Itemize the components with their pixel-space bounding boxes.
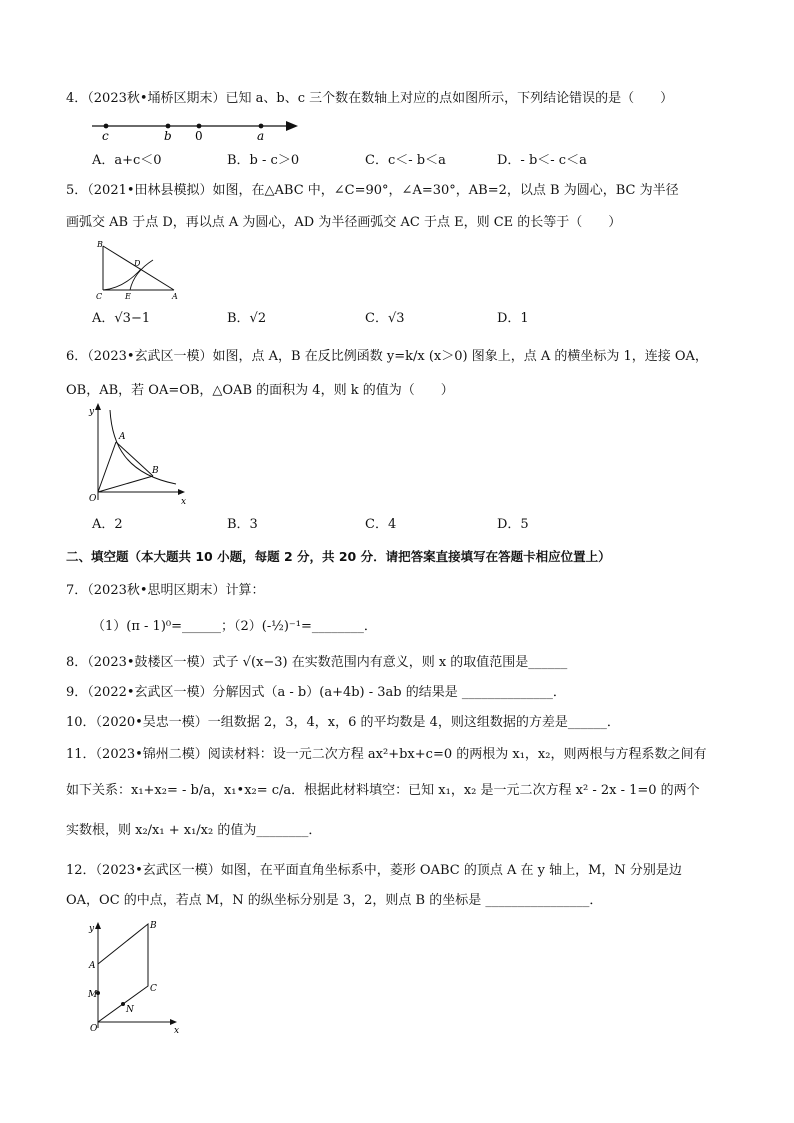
- q5-line2: 画弧交 AB 于点 D，再以点 A 为圆心，AD 为半径画弧交 AC 于点 E，则 CE 的长等于（ ）: [66, 215, 622, 230]
- point-N: [121, 1002, 125, 1006]
- q6-option-a[interactable]: A．2: [92, 517, 123, 532]
- q11-line3: 实数根，则 x₂/x₁ + x₁/x₂ 的值为________．: [66, 823, 322, 838]
- label-O: O: [90, 1024, 98, 1034]
- q4-option-b[interactable]: B．b - c＞0: [227, 153, 300, 168]
- q9: 9．（2022•玄武区一模）分解因式（a - b）(a+4b) - 3ab 的结果是 ______________．: [66, 685, 566, 700]
- label-C: C: [96, 292, 103, 301]
- label-E: E: [125, 292, 131, 301]
- q5-option-a[interactable]: A．√3−1: [92, 311, 151, 326]
- q11-line1: 11．（2023•锦州二模）阅读材料：设一元二次方程 ax²+bx+c=0 的两根为 x₁，x₂，则两根与方程系数之间有: [66, 747, 707, 762]
- q5-option-c[interactable]: C．√3: [365, 311, 405, 326]
- label-b: b: [164, 129, 172, 143]
- q6-options: [92, 516, 732, 534]
- label-a: a: [257, 129, 265, 143]
- q6-option-c[interactable]: C．4: [365, 517, 397, 532]
- label-y: y: [89, 924, 95, 934]
- point-0: [197, 124, 202, 129]
- label-B: B: [150, 921, 157, 931]
- q4-stem: 4．（2023秋•埇桥区期末）已知 a、b、c 三个数在数轴上对应的点如图所示，下列结论错误的是（ ）: [66, 91, 674, 106]
- q6-line1: 6．（2023•玄武区一模）如图，点 A，B 在反比例函数 y=k/x (x＞0) 图象上，点 A 的横坐标为 1，连接 OA，: [66, 349, 708, 364]
- q11-line2: 如下关系：x₁+x₂= - b/a，x₁•x₂= c/a．根据此材料填空：已知 x₁，x₂ 是一元二次方程 x² - 2x - 1=0 的两个: [66, 783, 700, 798]
- q5-options: [92, 310, 732, 328]
- label-x: x: [181, 497, 187, 507]
- q4-option-a[interactable]: A．a+c＜0: [92, 153, 162, 168]
- q8: 8．（2023•鼓楼区一模）式子 √(x−3) 在实数范围内有意义，则 x 的取值范围是______: [66, 655, 568, 670]
- q6-option-b[interactable]: B．3: [227, 517, 258, 532]
- label-B: B: [152, 466, 159, 476]
- q12-figure: [86, 916, 186, 1034]
- q7-sub: （1）(π - 1)⁰=______；（2）(-½)⁻¹=________．: [92, 619, 377, 634]
- section-heading: 二、填空题（本大题共 10 小题，每题 2 分，共 20 分．请把答案直接填写在答题卡相应位置上）: [66, 549, 611, 564]
- label-x: x: [174, 1026, 180, 1034]
- label-O: O: [89, 494, 97, 504]
- point-b: [166, 124, 171, 129]
- label-N: N: [126, 1005, 134, 1015]
- q4-options: [92, 152, 732, 170]
- q5-option-b[interactable]: B．√2: [227, 311, 267, 326]
- q5-figure: [92, 238, 184, 302]
- label-0: 0: [195, 129, 203, 143]
- q6-option-d[interactable]: D．5: [497, 517, 529, 532]
- q5-option-d[interactable]: D．1: [497, 311, 529, 326]
- label-A: A: [172, 292, 178, 301]
- label-A: A: [89, 961, 96, 971]
- q5-line1: 5．（2021•田林县模拟）如图，在△ABC 中，∠C=90°，∠A=30°，AB=2，以点 B 为圆心，BC 为半径: [66, 183, 679, 198]
- label-M: M: [88, 990, 98, 1000]
- q6-figure: [86, 400, 190, 508]
- q10: 10．（2020•吴忠一模）一组数据 2，3，4，x，6 的平均数是 4，则这组数据的方差是______．: [66, 715, 620, 730]
- q4-option-d[interactable]: D．- b＜- c＜a: [497, 153, 587, 168]
- point-a: [259, 124, 264, 129]
- q6-line2: OB，AB，若 OA=OB，△OAB 的面积为 4，则 k 的值为（ ）: [66, 383, 454, 398]
- label-D: D: [134, 259, 141, 268]
- point-c: [104, 124, 109, 129]
- label-C: C: [150, 984, 157, 994]
- q4-option-c[interactable]: C．c＜- b＜a: [365, 153, 446, 168]
- q12-line1: 12．（2023•玄武区一模）如图，在平面直角坐标系中，菱形 OABC 的顶点 A 在 y 轴上，M，N 分别是边: [66, 863, 682, 878]
- label-B: B: [97, 240, 103, 249]
- q7-stem: 7．（2023秋•思明区期末）计算：: [66, 583, 265, 598]
- q12-line2: OA，OC 的中点，若点 M，N 的纵坐标分别是 3，2，则点 B 的坐标是 ________________．: [66, 893, 603, 908]
- label-c: c: [102, 129, 109, 143]
- q4-number-line: [88, 114, 308, 144]
- label-A: A: [119, 432, 126, 442]
- label-y: y: [89, 407, 95, 417]
